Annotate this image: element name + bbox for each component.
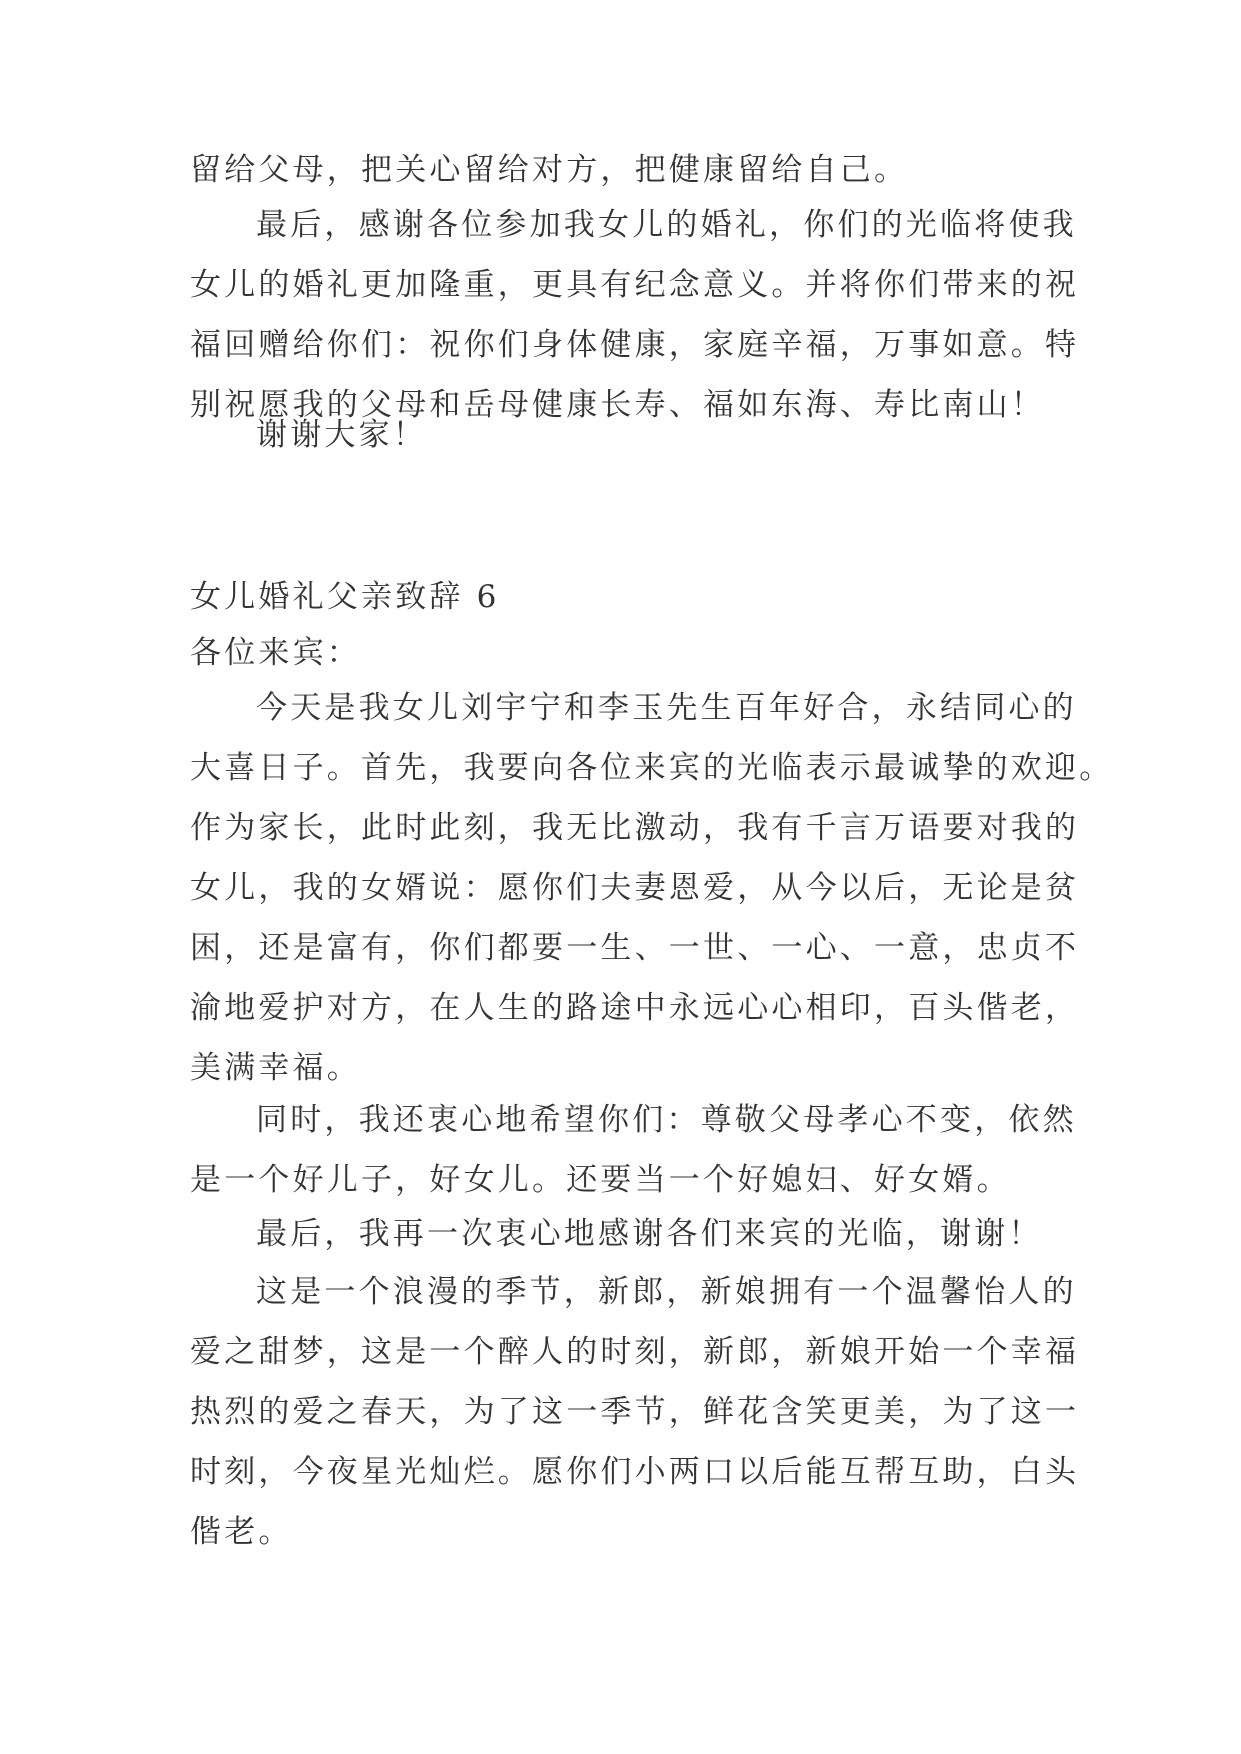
previous-closing-paragraph (190, 195, 1080, 435)
text-line: 最后，我再一次衷心地感谢各们来宾的光临，谢谢！ (256, 1216, 1043, 1252)
text-line: 福回赠给你们：祝你们身体健康，家庭辛福，万事如意。特 (190, 327, 1080, 363)
greeting-line: 各位来宾： (190, 635, 361, 671)
paragraph-3 (190, 1204, 1070, 1264)
text-line: 爱之甜梦，这是一个醉人的时刻，新郎，新娘开始一个幸福 (190, 1334, 1080, 1370)
text-line: 热烈的爱之春天，为了这一季节，鲜花含笑更美，为了这一 (190, 1394, 1080, 1430)
text-line: 女儿的婚礼更加隆重，更具有纪念意义。并将你们带来的祝 (190, 267, 1080, 303)
text-line: 时刻，今夜星光灿烂。愿你们小两口以后能互帮互助，白头 (190, 1454, 1080, 1490)
text-line: 女儿，我的女婿说：愿你们夫妻恩爱，从今以后，无论是贫 (190, 870, 1080, 906)
paragraph-2 (190, 1090, 1077, 1210)
text-line: 最后，感谢各位参加我女儿的婚礼，你们的光临将使我 (256, 207, 1077, 243)
previous-section-continuation (190, 140, 1070, 200)
text-line: 今天是我女儿刘宇宁和李玉先生百年好合，永结同心的 (256, 690, 1077, 726)
thanks-line: 谢谢大家！ (256, 417, 427, 453)
text-line: 美满幸福。 (190, 1050, 361, 1086)
text-line: 别祝愿我的父母和岳母健康长寿、福如东海、寿比南山！ (190, 387, 1045, 423)
text-line: 是一个好儿子，好女儿。还要当一个好媳妇、好女婿。 (190, 1162, 1011, 1198)
text-line: 作为家长，此时此刻，我无比激动，我有千言万语要对我的 (190, 810, 1080, 846)
text-line: 同时，我还衷心地希望你们：尊敬父母孝心不变，依然 (256, 1102, 1077, 1138)
section-title: 女儿婚礼父亲致辞 6 (190, 579, 500, 615)
text-line: 这是一个浪漫的季节，新郎，新娘拥有一个温馨怡人的 (256, 1274, 1077, 1310)
previous-thanks-paragraph (190, 405, 1070, 465)
section-heading (190, 567, 1070, 627)
text-line: 大喜日子。首先，我要向各位来宾的光临表示最诚挚的欢迎。 (190, 750, 1114, 786)
text-line: 困，还是富有，你们都要一生、一世、一心、一意，忠贞不 (190, 930, 1080, 966)
greeting-block (190, 623, 1070, 683)
text-line: 偕老。 (190, 1514, 293, 1550)
previous-paragraph-tail: 留给父母，把关心留给对方，把健康留给自己。 (190, 152, 909, 188)
text-line: 渝地爱护对方，在人生的路途中永远心心相印，百头偕老， (190, 990, 1080, 1026)
paragraph-4 (190, 1262, 1080, 1562)
paragraph-1 (190, 678, 1114, 1098)
